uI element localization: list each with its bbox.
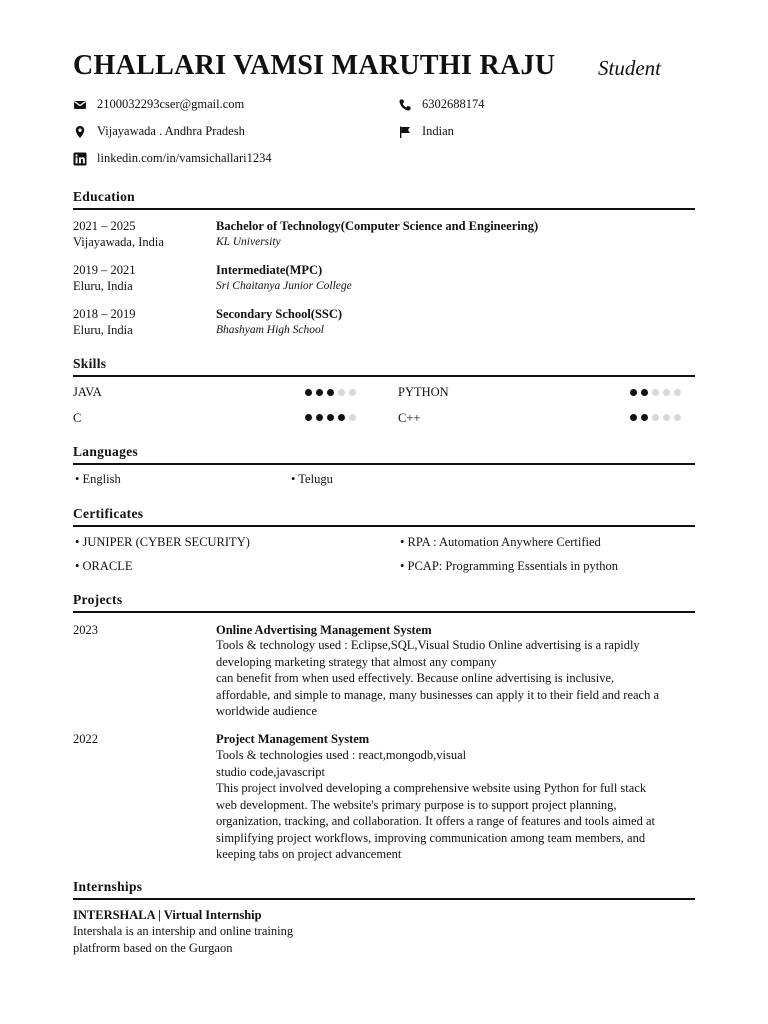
rating-dot-filled — [327, 389, 334, 396]
certificate-item: • JUNIPER (CYBER SECURITY) — [75, 535, 250, 549]
languages-divider — [73, 463, 695, 465]
project-year: 2022 — [73, 732, 98, 746]
education-heading: Education — [73, 189, 135, 204]
email-text: 2100032293cser@gmail.com — [97, 97, 245, 111]
education-years: 2018 – 2019 — [73, 307, 136, 321]
flag-icon — [398, 125, 412, 139]
rating-dot-empty — [349, 414, 356, 421]
certificates-heading: Certificates — [73, 506, 144, 521]
skill-name: PYTHON — [398, 385, 449, 399]
rating-dot-filled — [305, 389, 312, 396]
internships-divider — [73, 898, 695, 900]
education-years: 2019 – 2021 — [73, 263, 136, 277]
skill-rating — [630, 414, 681, 421]
certificate-item: • RPA : Automation Anywhere Certified — [400, 535, 601, 549]
project-title: Online Advertising Management System — [216, 623, 432, 637]
skill-name: JAVA — [73, 385, 102, 399]
skills-heading: Skills — [73, 356, 107, 371]
contact-phone[interactable] — [398, 97, 485, 112]
contact-nationality — [398, 124, 454, 139]
project-year: 2023 — [73, 623, 98, 637]
education-place: Vijayawada, India — [73, 235, 164, 249]
languages-heading: Languages — [73, 444, 138, 459]
skill-name: C — [73, 411, 82, 425]
rating-dot-filled — [305, 414, 312, 421]
internship-description: Intershala is an intership and online training platfrorm based on the Gurgaon — [73, 924, 294, 955]
location-pin-icon — [73, 125, 87, 139]
project-description: Tools & technologies used : react,mongodb,visual studio code,javascript This project involved developing a comprehensive website using Python for full stack web development. The website's primary purpose is to support project planning, organization, tracking, and collaboration. It offers a range of features and tools aimed at simplifying project workflows, improving communication among team members, and keeping tabs on project advancement — [216, 748, 655, 861]
education-school: Sri Chaitanya Junior College — [216, 280, 352, 292]
education-divider — [73, 208, 695, 210]
contact-email[interactable] — [73, 97, 244, 112]
envelope-icon — [73, 98, 87, 112]
rating-dot-empty — [652, 389, 659, 396]
rating-dot-filled — [327, 414, 334, 421]
education-place: Eluru, India — [73, 279, 133, 293]
phone-icon — [398, 98, 412, 112]
location-text: Vijayawada . Andhra Pradesh — [97, 124, 245, 138]
rating-dot-empty — [663, 414, 670, 421]
candidate-name: CHALLARI VAMSI MARUTHI RAJU — [73, 50, 556, 81]
projects-divider — [73, 611, 695, 613]
projects-heading: Projects — [73, 592, 123, 607]
project-title: Project Management System — [216, 732, 370, 746]
rating-dot-empty — [652, 414, 659, 421]
certificate-item: • ORACLE — [75, 559, 133, 573]
linkedin-icon — [73, 152, 87, 166]
rating-dot-empty — [338, 389, 345, 396]
education-place: Eluru, India — [73, 323, 133, 337]
education-school: KL University — [216, 236, 281, 248]
internship-title: INTERSHALA | Virtual Internship — [73, 908, 262, 922]
internships-heading: Internships — [73, 879, 143, 894]
rating-dot-filled — [630, 389, 637, 396]
contact-linkedin[interactable] — [73, 151, 272, 166]
rating-dot-filled — [316, 389, 323, 396]
rating-dot-filled — [641, 389, 648, 396]
skill-rating — [305, 389, 356, 396]
skill-rating — [630, 389, 681, 396]
education-degree: Bachelor of Technology(Computer Science and Engineering) — [216, 219, 539, 233]
phone-text: 6302688174 — [422, 97, 485, 111]
rating-dot-filled — [641, 414, 648, 421]
education-school: Bhashyam High School — [216, 324, 324, 336]
language-item: • Telugu — [291, 472, 333, 486]
skill-rating — [305, 414, 356, 421]
skill-name: C++ — [398, 411, 421, 425]
rating-dot-empty — [674, 414, 681, 421]
rating-dot-filled — [630, 414, 637, 421]
certificate-item: • PCAP: Programming Essentials in python — [400, 559, 618, 573]
linkedin-text: linkedin.com/in/vamsichallari1234 — [97, 151, 272, 165]
candidate-role: Student — [598, 56, 661, 80]
project-description: Tools & technology used : Eclipse,SQL,Visual Studio Online advertising is a rapidly developing marketing strategy that almost any company can benefit from when used effectively. Because online advertising is inclusive, affordable, and simple to manage, many businesses can apply it to their field and reach a worldwide audience — [216, 638, 660, 718]
rating-dot-empty — [674, 389, 681, 396]
language-item: • English — [75, 472, 121, 486]
education-years: 2021 – 2025 — [73, 219, 136, 233]
rating-dot-empty — [663, 389, 670, 396]
nationality-text: Indian — [422, 124, 454, 138]
education-degree: Secondary School(SSC) — [216, 307, 343, 321]
education-degree: Intermediate(MPC) — [216, 263, 323, 277]
rating-dot-filled — [316, 414, 323, 421]
skills-divider — [73, 375, 695, 377]
rating-dot-empty — [349, 389, 356, 396]
certificates-divider — [73, 525, 695, 527]
contact-location — [73, 124, 245, 139]
rating-dot-filled — [338, 414, 345, 421]
